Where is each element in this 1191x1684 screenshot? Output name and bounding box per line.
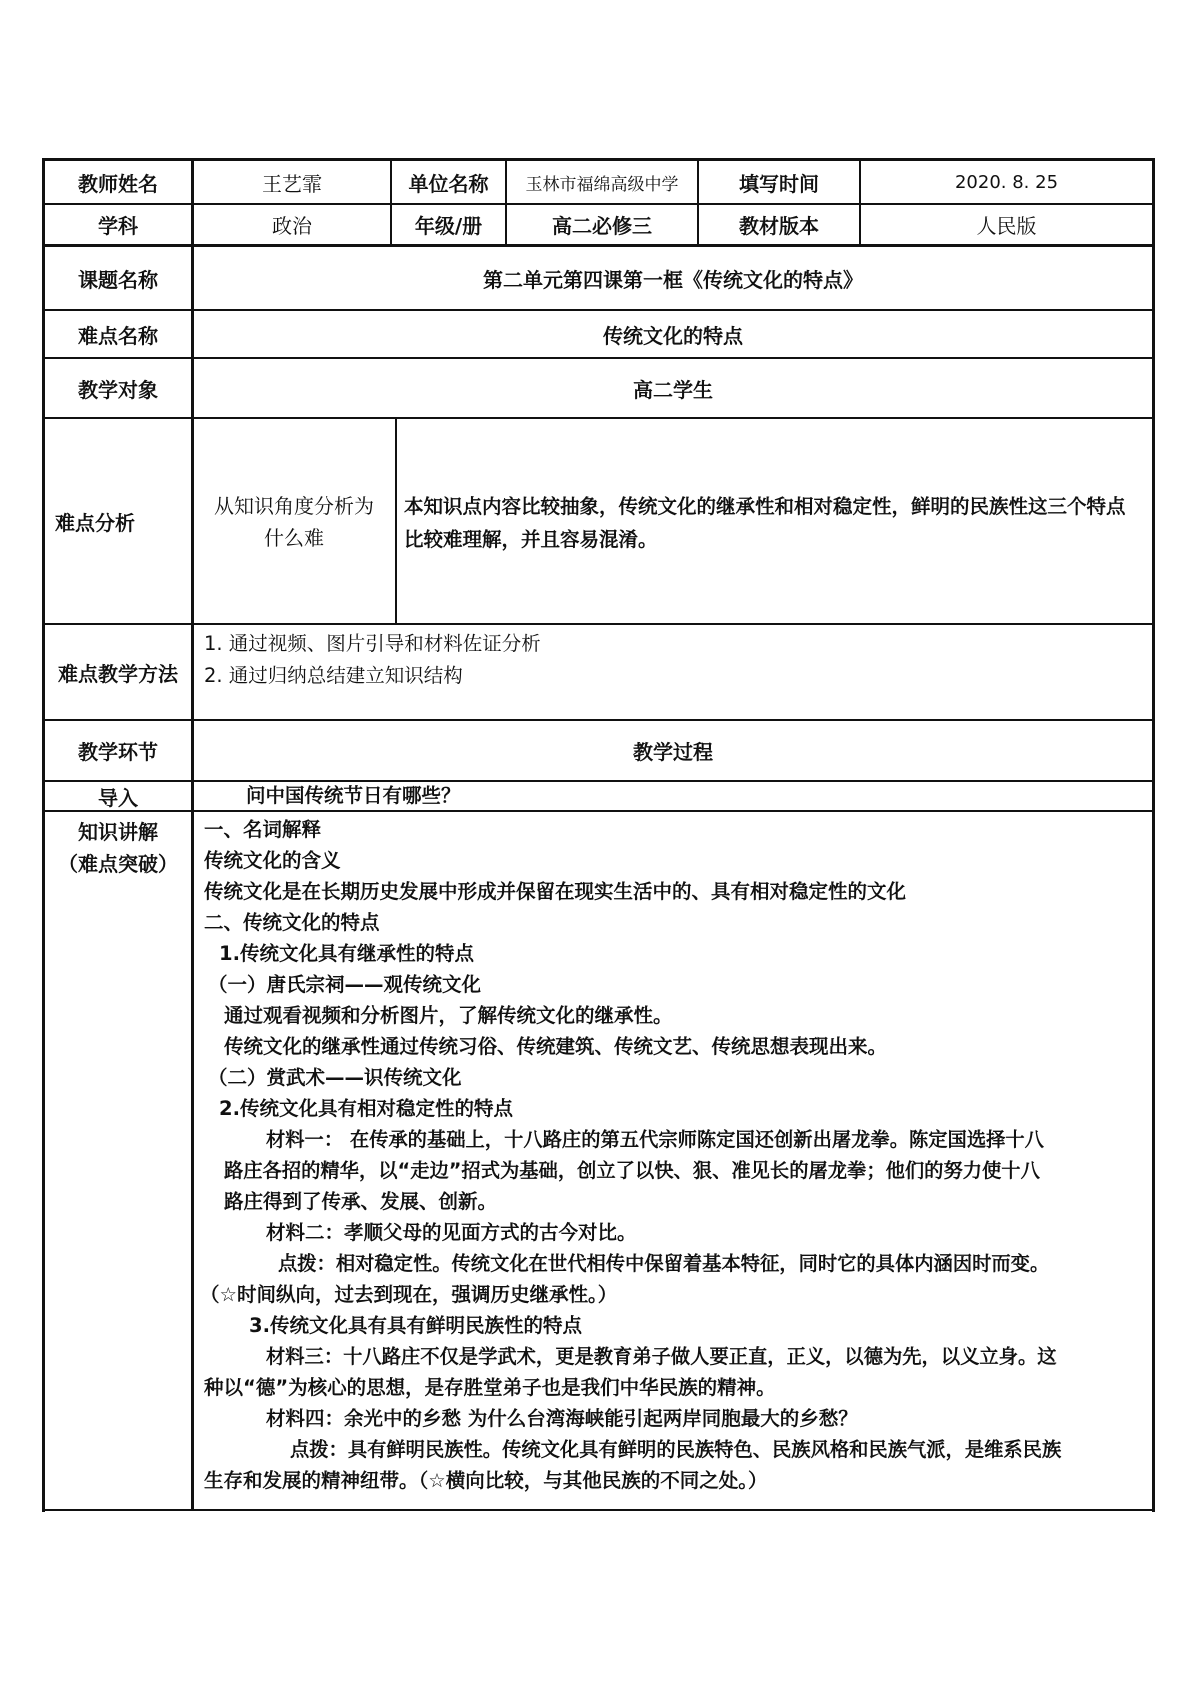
lecture-line: 通过观看视频和分析图片，了解传统文化的继承性。 — [224, 1004, 673, 1027]
analysis-label: 难点分析 — [55, 510, 135, 535]
unit-value: 玉林市福绵高级中学 — [525, 174, 679, 195]
intro-text: 问中国传统节日有哪些？ — [246, 784, 461, 807]
methods-label: 难点教学方法 — [58, 661, 178, 686]
audience-value: 高二学生 — [633, 377, 713, 402]
lecture-line: 传统文化的含义 — [204, 849, 341, 872]
grade-label: 年级/册 — [414, 214, 483, 238]
lecture-line: 1.传统文化具有继承性的特点 — [219, 942, 474, 965]
methods-item-2: 2. 通过归纳总结建立知识结构 — [204, 664, 463, 687]
difficulty-name-label: 难点名称 — [78, 323, 158, 348]
analysis-sub-label: 从知识角度分析为什么难 — [214, 494, 374, 550]
textbook-label: 教材版本 — [739, 214, 819, 238]
process-header-value: 教学过程 — [633, 740, 713, 764]
lecture-label-line2: （难点突破） — [58, 851, 178, 876]
lecture-line: 路庄得到了传承、发展、创新。 — [224, 1190, 498, 1213]
topic-value: 第二单元第四课第一框《传统文化的特点》 — [483, 267, 863, 292]
analysis-text: 本知识点内容比较抽象，传统文化的继承性和相对稳定性，鲜明的民族性这三个特点比较难理解，并且容易混淆。 — [404, 495, 1126, 551]
row-divider — [42, 417, 1155, 419]
table-border-right — [1152, 158, 1155, 1512]
audience-label: 教学对象 — [78, 377, 158, 402]
lecture-line: 材料一： 在传承的基础上，十八路庄的第五代宗师陈定国还创新出屠龙拳。陈定国选择十八 — [266, 1128, 1044, 1151]
lecture-line: 种以“德”为核心的思想，是存胜堂弟子也是我们中华民族的精神。 — [204, 1376, 776, 1399]
subject-value: 政治 — [272, 214, 312, 238]
grade-value: 高二必修三 — [552, 214, 652, 238]
unit-label: 单位名称 — [408, 171, 489, 196]
col-divider — [395, 417, 397, 624]
teacher-label: 教师姓名 — [78, 171, 158, 196]
difficulty-name-value: 传统文化的特点 — [603, 323, 743, 348]
lecture-line: 路庄各招的精华，以“走边”招式为基础，创立了以快、狠、准见长的屠龙拳；他们的努力使十八 — [224, 1159, 1040, 1182]
date-value: 2020. 8. 25 — [954, 171, 1059, 193]
lecture-line: 2.传统文化具有相对稳定性的特点 — [219, 1097, 513, 1120]
lecture-line: （一）唐氏宗祠——观传统文化 — [208, 973, 482, 996]
subject-label: 学科 — [98, 214, 138, 238]
process-header-label: 教学环节 — [78, 740, 158, 764]
lecture-line: （☆时间纵向，过去到现在，强调历史继承性。） — [200, 1283, 618, 1306]
lecture-line: 生存和发展的精神纽带。（☆横向比较，与其他民族的不同之处。） — [204, 1469, 768, 1492]
lecture-line: 材料三：十八路庄不仅是学武术，更是教育弟子做人要正直，正义，以德为先，以义立身。这 — [266, 1345, 1057, 1368]
lecture-line: 点拨：具有鲜明民族性。传统文化具有鲜明的民族特色、民族风格和民族气派，是维系民族 — [290, 1438, 1062, 1461]
lecture-line: （二）赏武术——识传统文化 — [208, 1066, 462, 1089]
lecture-line: 材料二：孝顺父母的见面方式的古今对比。 — [266, 1221, 637, 1244]
date-label: 填写时间 — [739, 171, 819, 196]
row-divider — [42, 810, 1155, 812]
methods-item-1: 1. 通过视频、图片引导和材料佐证分析 — [204, 632, 541, 655]
table-border-bottom — [42, 1509, 1155, 1511]
row-divider — [42, 780, 1155, 782]
lecture-line: 传统文化是在长期历史发展中形成并保留在现实生活中的、具有相对稳定性的文化 — [204, 880, 907, 903]
teacher-value: 王艺霏 — [262, 171, 322, 196]
lecture-line: 一、名词解释 — [204, 818, 322, 841]
topic-label: 课题名称 — [78, 267, 158, 292]
lecture-line: 二、传统文化的特点 — [204, 911, 380, 934]
lecture-line: 材料四：余光中的乡愁 为什么台湾海峡能引起两岸同胞最大的乡愁？ — [266, 1407, 858, 1430]
lecture-line: 传统文化的继承性通过传统习俗、传统建筑、传统文艺、传统思想表现出来。 — [224, 1035, 888, 1058]
intro-label: 导入 — [98, 785, 138, 810]
textbook-value: 人民版 — [976, 214, 1037, 238]
lecture-label-line1: 知识讲解 — [78, 819, 158, 844]
lecture-line: 点拨：相对稳定性。传统文化在世代相传中保留着基本特征，同时它的具体内涵因时而变。 — [278, 1252, 1050, 1275]
lecture-line: 3.传统文化具有具有鲜明民族性的特点 — [249, 1314, 582, 1337]
row-divider — [42, 623, 1155, 625]
